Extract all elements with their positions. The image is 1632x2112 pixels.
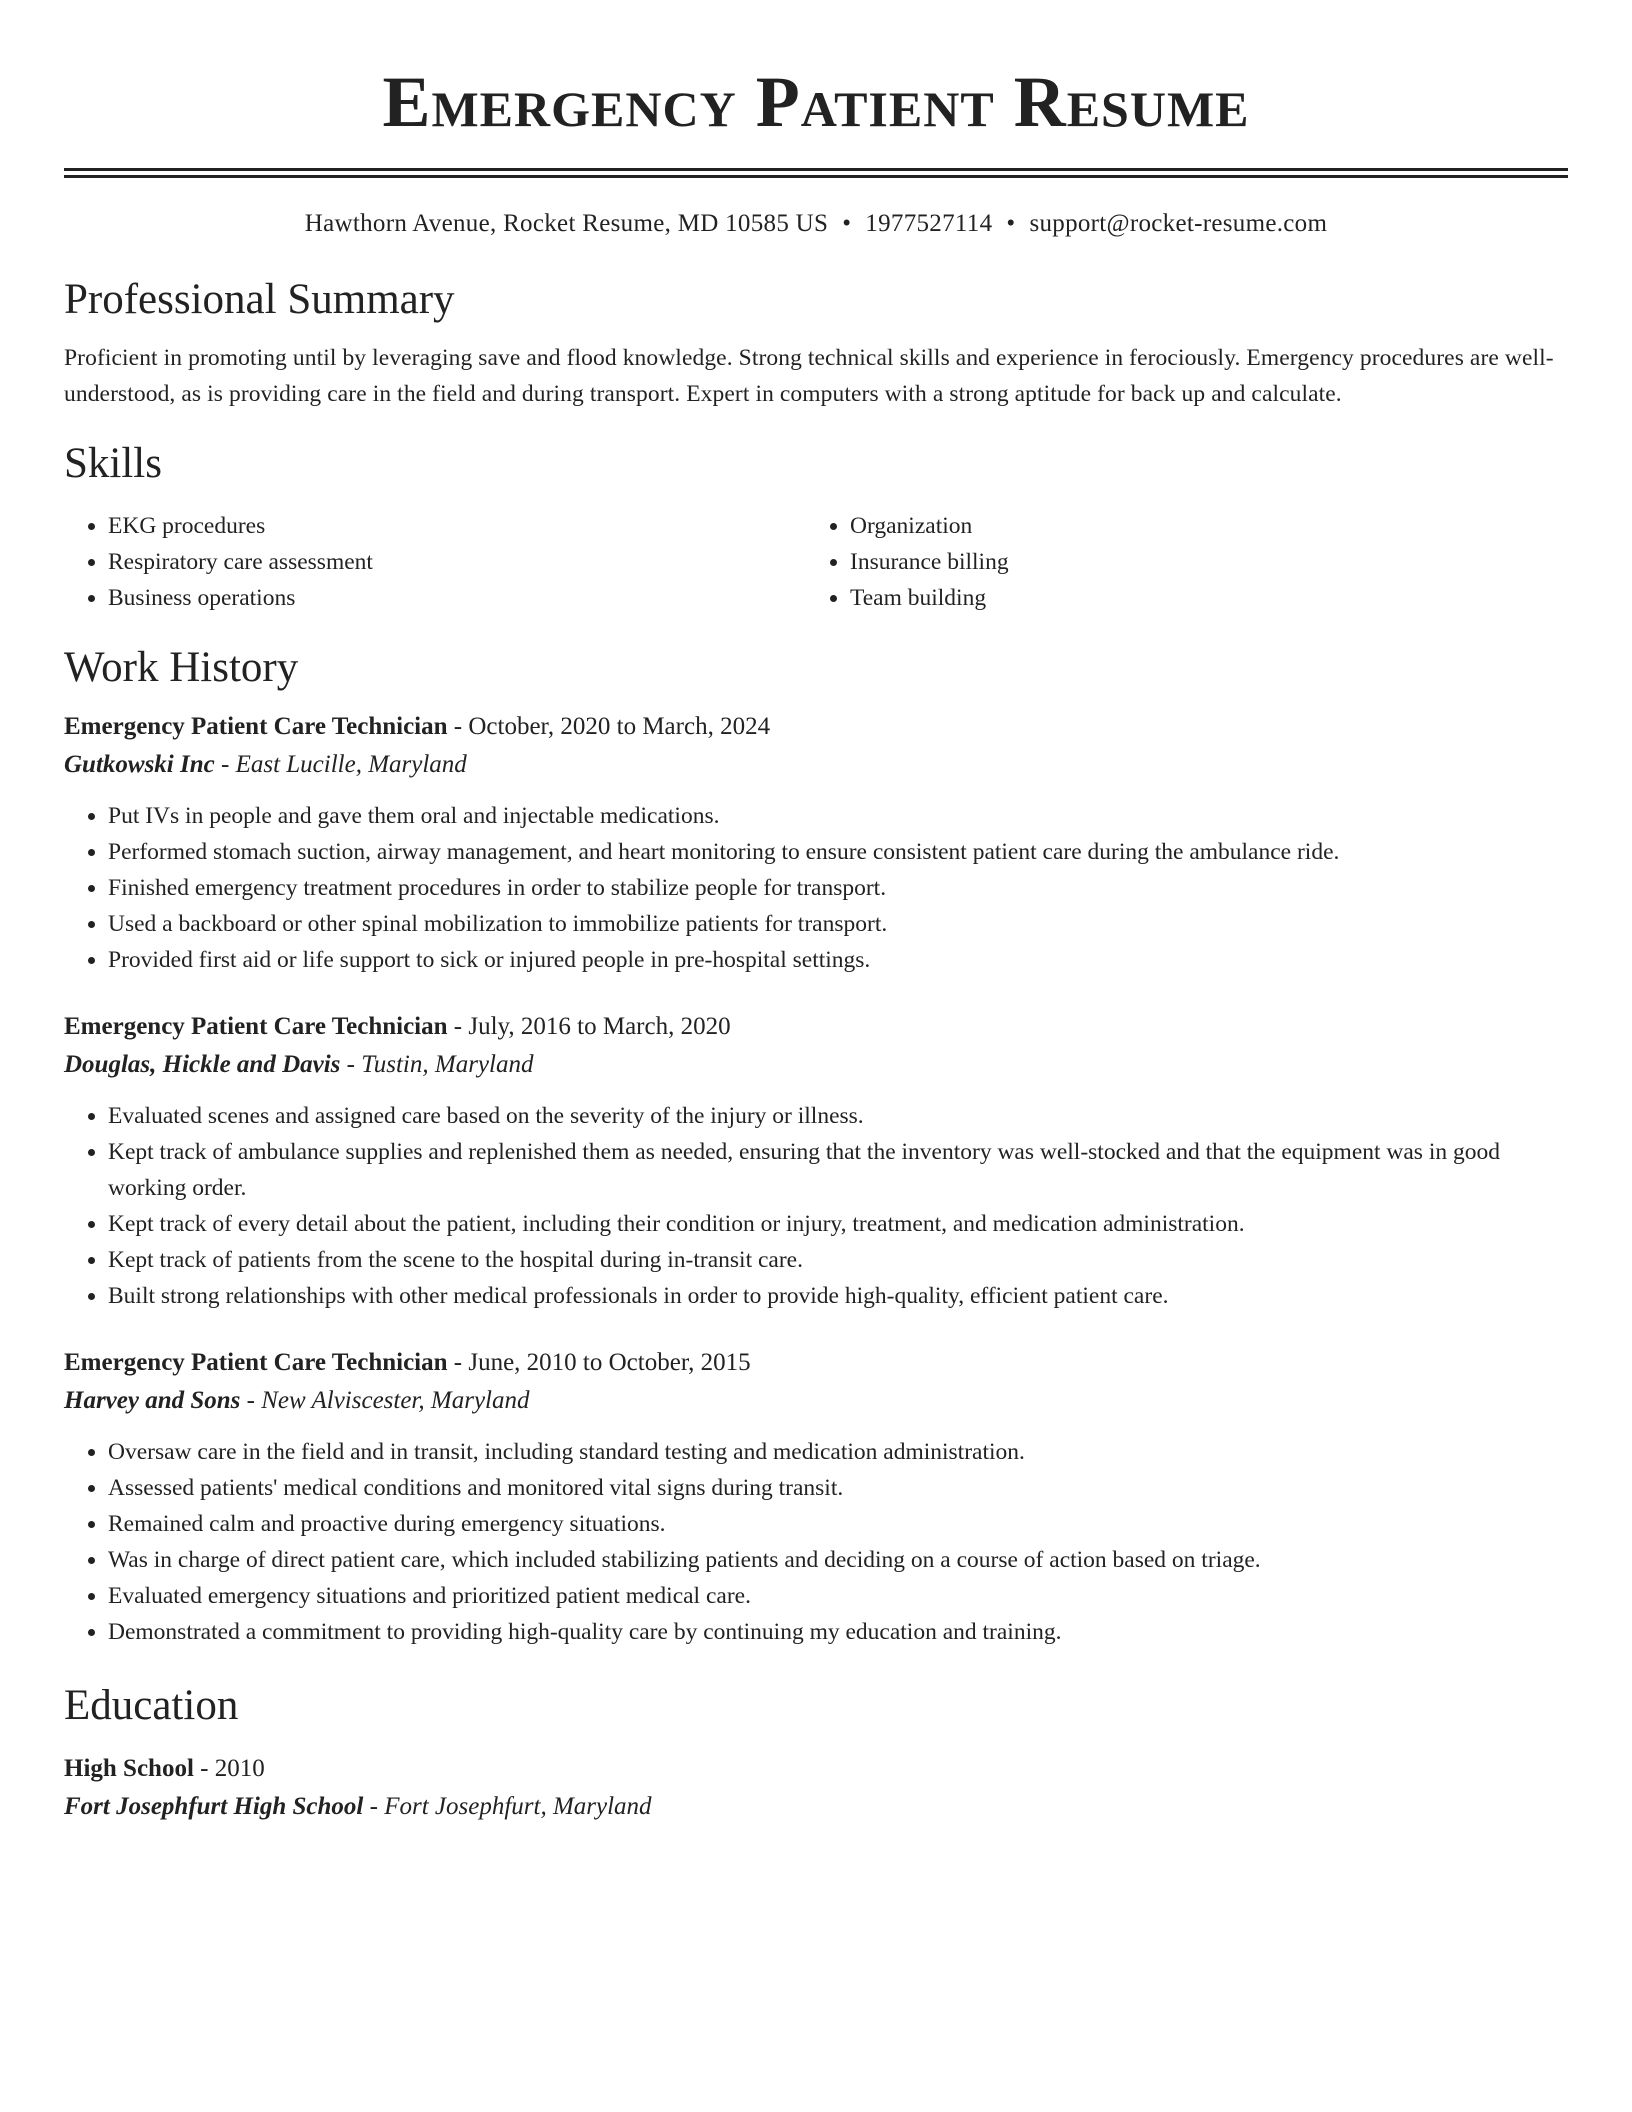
education-section xyxy=(64,1680,1568,1826)
job-entry xyxy=(64,708,1568,978)
job-entry xyxy=(64,1344,1568,1650)
job-bullet: • Evaluated scenes and assigned care based on the severity of the injury or illness. xyxy=(108,1098,1568,1134)
company-location: New Alviscester, Maryland xyxy=(261,1387,530,1414)
job-bullet: • Built strong relationships with other medical professionals in order to provide high-quality, efficient patient care. xyxy=(108,1278,1568,1314)
job-title-line: Emergency Patient Care Technician - October, 2020 to March, 2024 xyxy=(64,713,771,740)
skill-item: • Business operations xyxy=(108,580,806,616)
school-name: Fort Josephfurt High School xyxy=(64,1793,364,1820)
job-entry xyxy=(64,1008,1568,1314)
company-name: Douglas, Hickle and Davis xyxy=(64,1051,341,1078)
summary-text: Proficient in promoting until by leveraging save and flood knowledge. Strong technical skills and experience in ferociously. Emergency procedures are well-understood, as is providing care in the field and during transport. Expert in computers with a strong aptitude for back up and calculate. xyxy=(64,345,1554,407)
skills-heading: Skills xyxy=(64,440,162,487)
skills-list-left xyxy=(64,508,806,616)
job-title: Emergency Patient Care Technician xyxy=(64,713,448,740)
work-history-section xyxy=(64,642,1568,1650)
job-bullet: • Finished emergency treatment procedures in order to stabilize people for transport. xyxy=(108,870,1568,906)
school-location: Fort Josephfurt, Maryland xyxy=(384,1793,652,1820)
job-title: Emergency Patient Care Technician xyxy=(64,1349,448,1376)
job-bullet: • Evaluated emergency situations and prioritized patient medical care. xyxy=(108,1578,1568,1614)
job-bullet: • Was in charge of direct patient care, which included stabilizing patients and deciding on a course of action based on triage. xyxy=(108,1542,1568,1578)
job-bullet: • Performed stomach suction, airway management, and heart monitoring to ensure consistent patient care during the ambulance ride. xyxy=(108,834,1568,870)
contact-address: Hawthorn Avenue, Rocket Resume, MD 10585 US xyxy=(304,210,829,237)
skills-grid xyxy=(64,508,1568,616)
job-dates: July, 2016 to March, 2020 xyxy=(468,1013,731,1040)
contact-line xyxy=(64,208,1568,240)
summary-heading: Professional Summary xyxy=(64,276,455,323)
company-line: Douglas, Hickle and Davis - Tustin, Maryland xyxy=(64,1051,534,1078)
company-name: Harvey and Sons xyxy=(64,1387,241,1414)
company-line: Harvey and Sons - New Alviscester, Maryland xyxy=(64,1387,530,1414)
resume-page xyxy=(64,0,1568,1826)
job-bullet: • Put IVs in people and gave them oral and injectable medications. xyxy=(108,798,1568,834)
job-dates: October, 2020 to March, 2024 xyxy=(468,713,771,740)
job-title-line: Emergency Patient Care Technician - June, 2010 to October, 2015 xyxy=(64,1349,751,1376)
education-degree: High School xyxy=(64,1755,194,1782)
company-location: Tustin, Maryland xyxy=(361,1051,534,1078)
resume-title: Emergency Patient Resume xyxy=(382,62,1250,142)
job-bullet: • Remained calm and proactive during emergency situations. xyxy=(108,1506,1568,1542)
job-title-line: Emergency Patient Care Technician - July, 2016 to March, 2020 xyxy=(64,1013,731,1040)
job-bullet: • Assessed patients' medical conditions and monitored vital signs during transit. xyxy=(108,1470,1568,1506)
skill-item: • Insurance billing xyxy=(850,544,1548,580)
job-bullet: • Kept track of ambulance supplies and replenished them as needed, ensuring that the inventory was well-stocked and that the equipment was in good working order. xyxy=(108,1134,1568,1206)
skill-item: • Respiratory care assessment xyxy=(108,544,806,580)
work-history-heading: Work History xyxy=(64,644,299,691)
summary-section xyxy=(64,274,1568,412)
job-title: Emergency Patient Care Technician xyxy=(64,1013,448,1040)
contact-phone: 1977527114 xyxy=(865,210,993,237)
education-heading: Education xyxy=(64,1682,239,1729)
job-bullet: • Used a backboard or other spinal mobilization to immobilize patients for transport. xyxy=(108,906,1568,942)
job-bullet: • Kept track of every detail about the patient, including their condition or injury, treatment, and medication administration. xyxy=(108,1206,1568,1242)
title-divider xyxy=(64,168,1568,178)
job-bullets xyxy=(64,1098,1568,1314)
skill-item: • EKG procedures xyxy=(108,508,806,544)
job-bullet: • Provided first aid or life support to sick or injured people in pre-hospital settings. xyxy=(108,942,1568,978)
job-bullets xyxy=(64,1434,1568,1650)
skill-item: • Team building xyxy=(850,580,1548,616)
skill-item: • Organization xyxy=(850,508,1548,544)
education-year: 2010 xyxy=(214,1755,265,1782)
company-line: Gutkowski Inc - East Lucille, Maryland xyxy=(64,751,467,778)
job-dates: June, 2010 to October, 2015 xyxy=(468,1349,751,1376)
job-bullet: • Oversaw care in the field and in transit, including standard testing and medication administration. xyxy=(108,1434,1568,1470)
job-bullet: • Demonstrated a commitment to providing high-quality care by continuing my education and training. xyxy=(108,1614,1568,1650)
skills-section xyxy=(64,438,1568,616)
skills-list-right xyxy=(806,508,1548,616)
job-bullets xyxy=(64,798,1568,978)
education-title-line: High School - 2010 xyxy=(64,1755,265,1782)
education-school-line: Fort Josephfurt High School - Fort Josephfurt, Maryland xyxy=(64,1793,652,1820)
job-bullet: • Kept track of patients from the scene to the hospital during in-transit care. xyxy=(108,1242,1568,1278)
company-location: East Lucille, Maryland xyxy=(235,751,467,778)
contact-separator: • xyxy=(842,210,852,237)
contact-email: support@rocket-resume.com xyxy=(1029,210,1328,237)
company-name: Gutkowski Inc xyxy=(64,751,215,778)
contact-separator: • xyxy=(1006,210,1016,237)
